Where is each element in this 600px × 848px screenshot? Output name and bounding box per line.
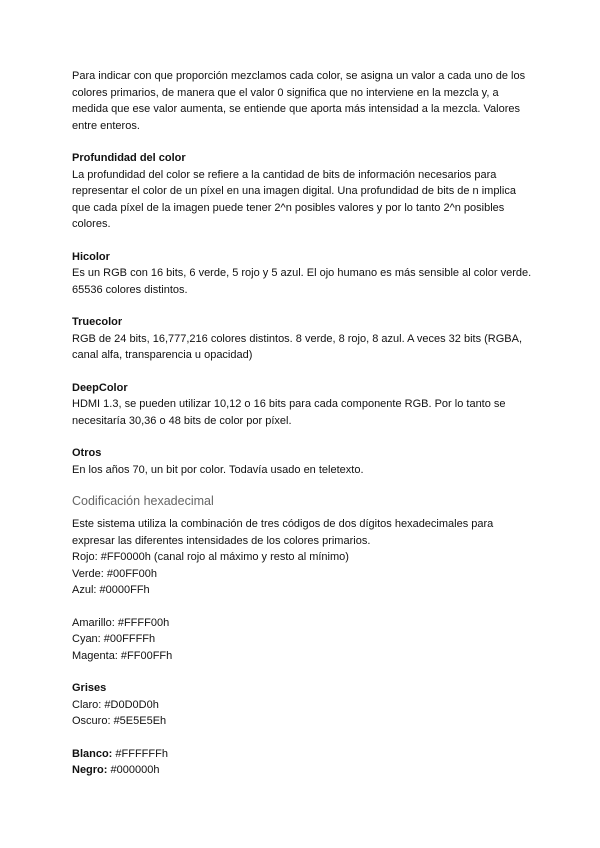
grises-oscuro: Oscuro: #5E5E5Eh xyxy=(72,715,167,727)
document-content xyxy=(72,68,532,779)
hex-section-title: Codificación hexadecimal xyxy=(72,494,214,508)
intro-paragraph: Para indicar con que proporción mezclamos cada color, se asigna un valor a cada uno de los colores primarios, de manera que el valor 0 significa que no interviene en la mezcla y, a medida que ese valor aumenta, se entiende que aporta más intensidad a la mezcla. Valores entre enteros. xyxy=(72,70,526,132)
hex-rojo: Rojo: #FF0000h (canal rojo al máximo y resto al mínimo) xyxy=(72,551,349,563)
depth-paragraph: La profundidad del color se refiere a la cantidad de bits de información necesarios para representar el color de un píxel en una imagen digital. Una profundidad de bits de n implica que cada píxel de la imagen puede tener 2^n posibles valores y por lo tanto 2^n posibles colores. xyxy=(72,168,516,230)
truecolor-paragraph: RGB de 24 bits, 16,777,216 colores distintos. 8 verde, 8 rojo, 8 azul. A veces 32 bits (RGBA, canal alfa, transparencia u opacidad) xyxy=(72,332,523,361)
deepcolor-paragraph: HDMI 1.3, se pueden utilizar 10,12 o 16 bits para cada componente RGB. Por lo tanto se necesitaría 30,36 o 48 bits de color por píxel. xyxy=(72,398,506,427)
otros-heading: Otros xyxy=(72,447,102,459)
hex-cyan: Cyan: #00FFFFh xyxy=(72,633,156,645)
blanco-value: #FFFFFFh xyxy=(112,747,168,760)
deepcolor-heading: DeepColor xyxy=(72,381,128,394)
negro-value: #000000h xyxy=(107,764,160,776)
blanco-line xyxy=(72,746,532,763)
grises-heading: Grises xyxy=(72,682,107,694)
hicolor-paragraph: Es un RGB con 16 bits, 6 verde, 5 rojo y 5 azul. El ojo humano es más sensible al color verde. 65536 colores distintos. xyxy=(72,267,532,296)
grises-claro: Claro: #D0D0D0h xyxy=(72,698,159,711)
negro-line xyxy=(72,762,532,779)
hex-magenta: Magenta: #FF00FFh xyxy=(72,649,173,662)
hex-amarillo: Amarillo: #FFFF00h xyxy=(72,616,170,629)
blanco-label: Blanco: xyxy=(72,747,113,760)
otros-paragraph: En los años 70, un bit por color. Todavía usado en teletexto. xyxy=(72,463,364,476)
depth-heading: Profundidad del color xyxy=(72,152,186,164)
negro-label: Negro: xyxy=(72,764,108,776)
hicolor-heading: Hicolor xyxy=(72,250,110,263)
hex-azul: Azul: #0000FFh xyxy=(72,584,150,596)
hex-paragraph: Este sistema utiliza la combinación de tres códigos de dos dígitos hexadecimales para expresar las diferentes intensidades de los colores primarios. xyxy=(72,518,494,547)
hex-verde: Verde: #00FF00h xyxy=(72,567,158,580)
truecolor-heading: Truecolor xyxy=(72,316,123,328)
